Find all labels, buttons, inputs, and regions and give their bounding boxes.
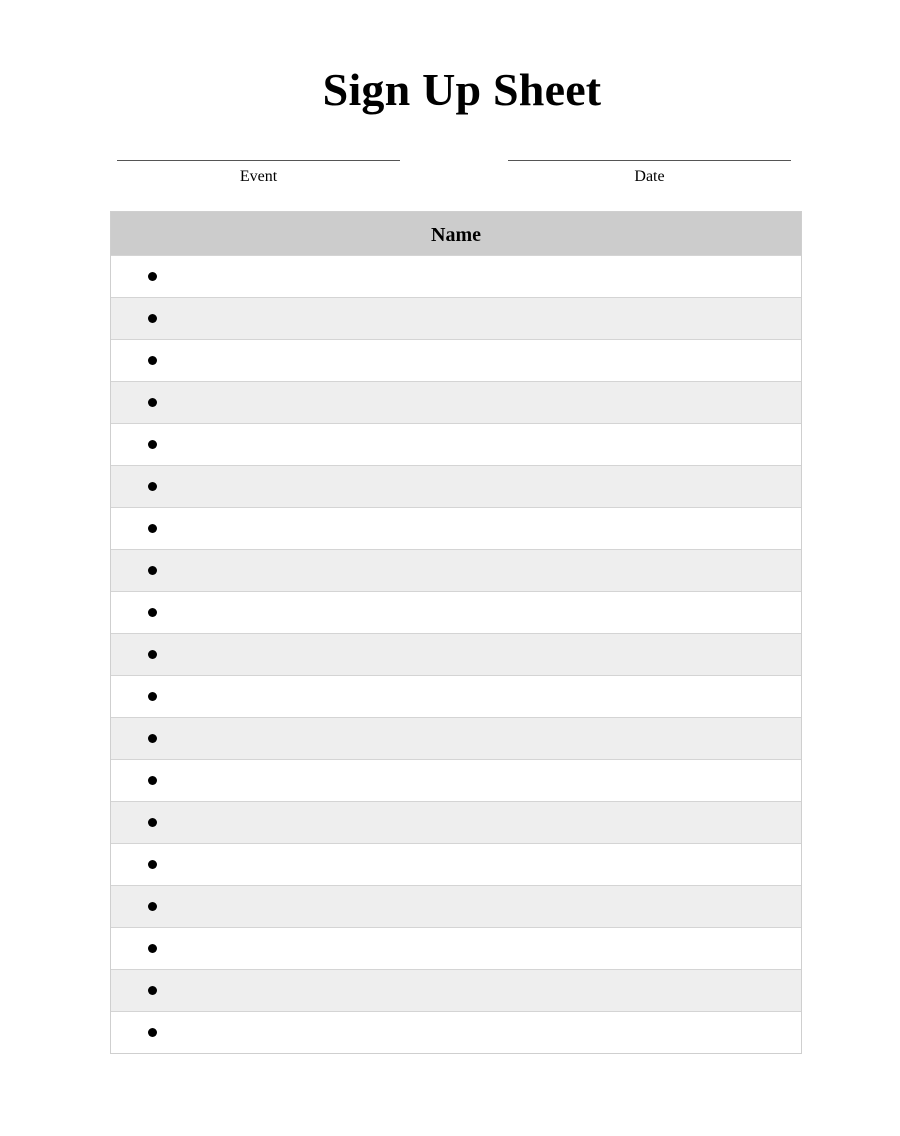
- bullet-icon: [148, 902, 157, 911]
- event-label: Event: [239, 168, 278, 185]
- event-underline[interactable]: [117, 160, 400, 161]
- bullet-icon: [148, 1028, 157, 1037]
- table-row[interactable]: [111, 843, 801, 885]
- bullet-icon: [148, 692, 157, 701]
- table-row[interactable]: [111, 549, 801, 591]
- signup-rows: [111, 255, 801, 1053]
- table-row[interactable]: [111, 465, 801, 507]
- bullet-icon: [148, 482, 157, 491]
- name-column-header: Name: [111, 212, 801, 255]
- signup-table: [110, 211, 802, 1054]
- table-row[interactable]: [111, 801, 801, 843]
- bullet-icon: [148, 650, 157, 659]
- bullet-icon: [148, 356, 157, 365]
- bullet-icon: [148, 608, 157, 617]
- table-row[interactable]: [111, 297, 801, 339]
- bullet-icon: [148, 818, 157, 827]
- table-row[interactable]: [111, 255, 801, 297]
- table-row[interactable]: [111, 885, 801, 927]
- table-row[interactable]: [111, 633, 801, 675]
- table-row[interactable]: [111, 423, 801, 465]
- table-row[interactable]: [111, 591, 801, 633]
- event-field[interactable]: [117, 160, 400, 187]
- bullet-icon: [148, 398, 157, 407]
- bullet-icon: [148, 566, 157, 575]
- table-row[interactable]: [111, 1011, 801, 1053]
- bullet-icon: [148, 986, 157, 995]
- page-title: Sign Up Sheet: [322, 64, 602, 115]
- table-row[interactable]: [111, 381, 801, 423]
- table-row[interactable]: [111, 675, 801, 717]
- bullet-icon: [148, 314, 157, 323]
- bullet-icon: [148, 860, 157, 869]
- table-row[interactable]: [111, 969, 801, 1011]
- bullet-icon: [148, 776, 157, 785]
- table-row[interactable]: [111, 507, 801, 549]
- bullet-icon: [148, 524, 157, 533]
- date-label: Date: [634, 168, 665, 185]
- table-row[interactable]: [111, 717, 801, 759]
- table-row[interactable]: [111, 927, 801, 969]
- bullet-icon: [148, 944, 157, 953]
- bullet-icon: [148, 440, 157, 449]
- bullet-icon: [148, 272, 157, 281]
- table-row[interactable]: [111, 759, 801, 801]
- date-underline[interactable]: [508, 160, 791, 161]
- date-field[interactable]: [508, 160, 791, 187]
- bullet-icon: [148, 734, 157, 743]
- table-row[interactable]: [111, 339, 801, 381]
